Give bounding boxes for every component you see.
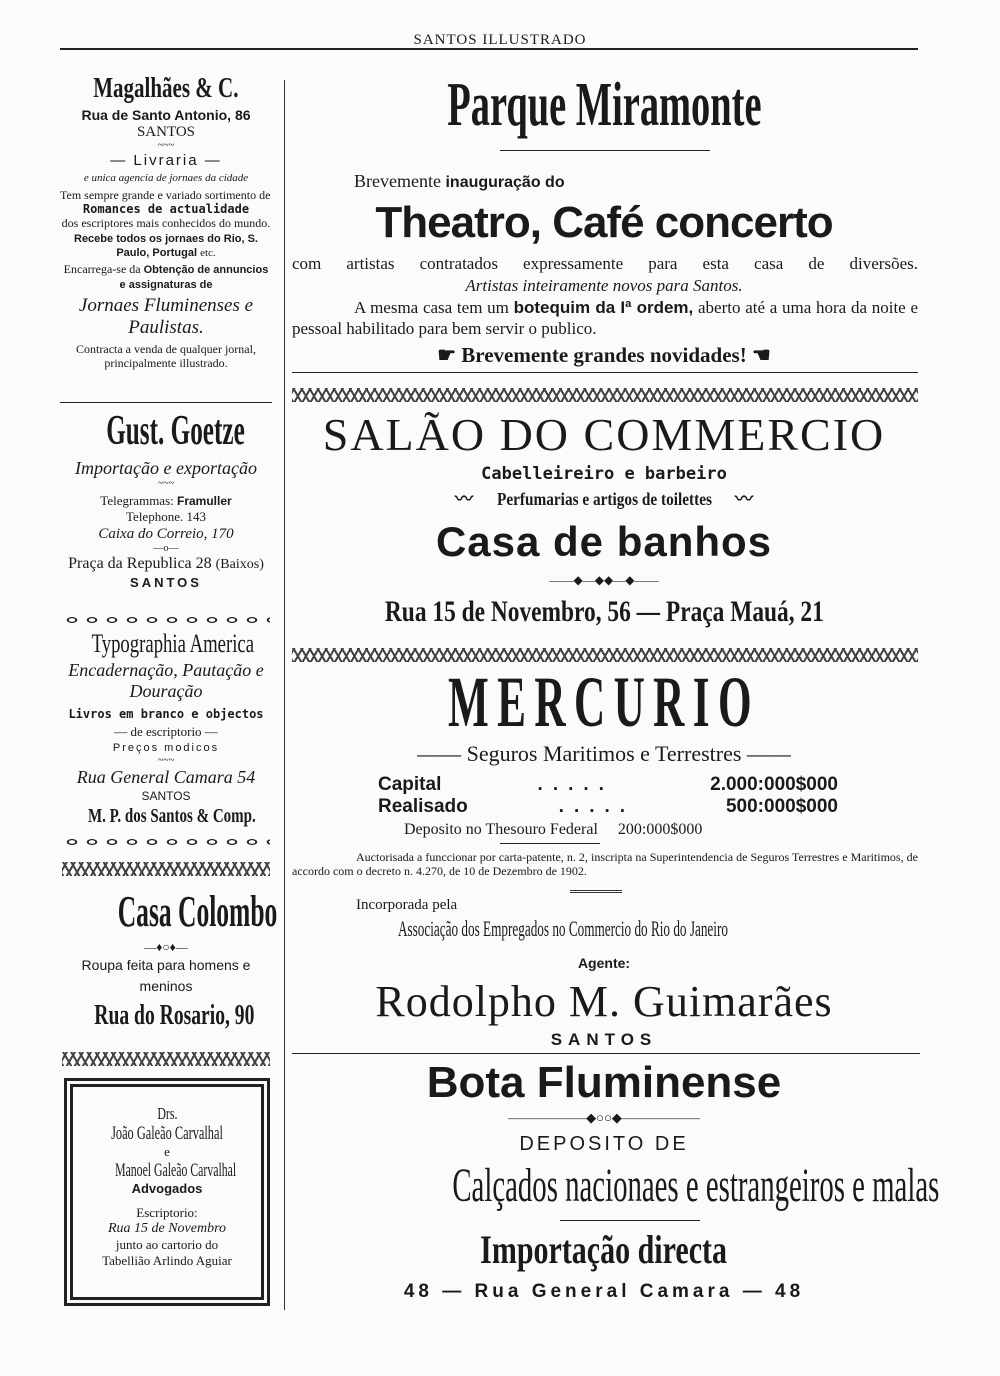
goetze-city: SANTOS: [130, 575, 202, 590]
agent-city: SANTOS: [550, 1030, 658, 1049]
capital-row: Capital ..... 2.000:000$000: [378, 774, 838, 795]
mercurio-sub: Seguros Maritimos e Terrestres: [466, 741, 742, 766]
magalhaes-text: Contracta a venda de qualquer jornal, principalmente illustrado.: [76, 342, 256, 370]
rule: [292, 1053, 920, 1054]
lawyers-addr: Rua 15 de Novembro: [107, 1221, 227, 1236]
ad-casa-colombo: [60, 885, 278, 1035]
rule: [500, 843, 600, 844]
magalhaes-name: Magalhães & C.: [93, 73, 239, 104]
mercurio-deposito: [404, 820, 702, 839]
ad-typographia: [60, 628, 272, 829]
parque-line4: [292, 297, 918, 339]
ad-lawyers: [78, 1104, 256, 1269]
magalhaes-romances: Romances de actualidade: [82, 202, 250, 216]
parque-text: botequim da Iª ordem,: [513, 298, 694, 317]
mercurio-auth: Auctorisada a funccionar por carta-patente, n. 2, inscripta na Superintendencia de Seguros Terrestres e Maritimos, de accordo com o decreto n. 4.270, de 10 de Dezembro de 1902.: [292, 850, 918, 878]
typo-text: Preços modicos: [112, 742, 220, 754]
ornament-divider: —♦○♦—: [144, 940, 188, 954]
pointing-hand-right-icon: ☛: [437, 343, 457, 367]
salao-name: SALÃO DO COMMERCIO: [322, 409, 886, 460]
ornament-divider: ——————◆○○◆——————: [508, 1110, 700, 1125]
row-label: Realisado: [378, 796, 468, 817]
zigzag-ornament: [62, 1052, 270, 1066]
magalhaes-text: Encarrega-se da: [63, 262, 141, 276]
bota-addr: 48 — Rua General Camara — 48: [403, 1281, 805, 1302]
wave-ornament: ~~~: [157, 478, 175, 489]
zigzag-ornament: [292, 648, 918, 662]
page-header: SANTOS ILLUSTRADO: [413, 32, 587, 48]
wave-ornament: ~~~: [157, 755, 175, 766]
parque-text: inauguração do: [445, 174, 565, 191]
column-divider: [284, 80, 285, 1310]
salao-addr: Rua 15 de Novembro, 56 — Praça Mauá, 21: [384, 595, 824, 628]
rule: [570, 890, 622, 893]
parque-text: A mesma casa tem um: [354, 298, 509, 317]
magalhaes-text: etc.: [200, 247, 216, 259]
goetze-sub: Importação e exportação: [75, 458, 257, 478]
bota-name: Bota Fluminense: [426, 1058, 782, 1107]
agent-label: Agente:: [577, 955, 631, 971]
rule: [292, 372, 918, 373]
lawyers-title: Drs.: [156, 1104, 178, 1123]
magalhaes-tagline: e unica agencia de jornaes da cidade: [83, 172, 249, 184]
row-value: 500:000$000: [725, 796, 838, 817]
goetze-box: Caixa do Correio, 170: [98, 526, 234, 542]
parque-novidades: [290, 342, 918, 368]
lawyers-role: Advogados: [131, 1181, 203, 1196]
parque-name: Parque Miramonte: [446, 71, 762, 139]
typo-city: SANTOS: [141, 789, 191, 803]
row-value: 2.000:000$000: [710, 774, 838, 795]
row-label: Capital: [378, 774, 442, 795]
magalhaes-address: Rua de Santo Antonio, 86: [81, 107, 251, 123]
colombo-name: Casa Colombo: [117, 887, 278, 936]
goetze-addr2: (Baixos): [215, 557, 264, 572]
zigzag-ornament: [62, 862, 270, 876]
magalhaes-city: SANTOS: [136, 124, 196, 140]
bota-calcados: Calçados nacionaes e estrangeiros e malas: [452, 1159, 940, 1212]
typo-text: — de escriptorio —: [114, 724, 218, 739]
bota-deposito: DEPOSITO DE: [519, 1133, 689, 1155]
typo-addr: Rua General Camara 54: [76, 767, 256, 787]
typo-sub: Encadernação, Pautação e Douração: [68, 660, 264, 701]
dep-label: Deposito no Thesouro Federal: [404, 821, 598, 838]
lawyers-office: Escriptorio:: [136, 1205, 198, 1220]
magalhaes-text: Obtenção de annuncios e assignaturas de: [119, 264, 269, 291]
magalhaes-jornaes: Jornaes Fluminenses e Paulistas.: [78, 295, 254, 338]
header-rule: [60, 48, 918, 50]
mercurio-sub-wrap: —— Seguros Maritimos e Terrestres ——: [417, 741, 791, 766]
ornament-divider: ——◆—◆◆—◆——: [549, 573, 659, 587]
magalhaes-text: Tem sempre grande e variado sortimento de: [60, 188, 271, 202]
mercurio-capital-table: [378, 774, 838, 818]
rule: [60, 402, 272, 403]
agent-name: Rodolpho M. Guimarães: [375, 977, 833, 1026]
chain-ornament: [62, 614, 270, 626]
chain-ornament: [62, 836, 270, 848]
ad-parque-miramonte: [290, 70, 918, 140]
lawyers-text: Tabellião Arlindo Aguiar: [102, 1253, 232, 1268]
dep-value: 200:000$000: [617, 821, 703, 838]
goetze-tel-label: Telegrammas:: [100, 493, 174, 508]
parque-theatro: Theatro, Café concerto: [375, 198, 833, 247]
mercurio-name: MERCURIO: [448, 662, 760, 742]
bota-importacao: Importação directa: [480, 1227, 728, 1272]
separator: —o—: [153, 543, 179, 554]
magalhaes-text: dos escriptores mais conhecidos do mundo.: [61, 216, 271, 230]
realisado-row: Realisado ..... 500:000$000: [378, 796, 838, 817]
parque-text: Brevemente: [354, 171, 441, 191]
magalhaes-text: Recebe todos os jornaes do Rio, S. Paulo, Portugal: [74, 233, 258, 259]
lawyers-and: e: [164, 1144, 170, 1159]
salao-text: Perfumarias e artigos de toilettes: [496, 489, 712, 509]
mercurio-inc: Incorporada pela: [356, 897, 458, 913]
salao-line2: 〰 Perfumarias e artigos de toilettes 〰: [455, 489, 753, 509]
parque-text: Brevemente grandes novidades!: [461, 343, 747, 367]
typo-owner: M. P. dos Santos & Comp.: [87, 805, 256, 827]
zigzag-ornament: [292, 388, 918, 402]
ad-magalhaes: [60, 72, 272, 370]
goetze-name: Gust. Goetze: [106, 408, 245, 454]
ad-goetze: [60, 405, 272, 591]
colombo-addr: Rua do Rosario, 90: [94, 1000, 255, 1031]
goetze-phone: Telephone. 143: [126, 509, 206, 524]
wave-ornament: ~~~: [157, 140, 175, 151]
typo-name: Typographia America: [91, 629, 255, 658]
pointing-hand-left-icon: ☚: [751, 343, 771, 367]
mercurio-assoc: Associação dos Empregados no Commercio do Rio do Janeiro: [398, 916, 728, 941]
lawyer-name: João Galeão Carvalhal: [111, 1123, 223, 1144]
rule: [500, 150, 710, 151]
salao-text: Cabelleireiro e barbeiro: [481, 464, 727, 484]
typo-text: Livros em branco e objectos: [68, 707, 264, 721]
magalhaes-section: — Livraria —: [110, 152, 222, 169]
goetze-addr: Praça da Republica 28: [68, 555, 212, 572]
goetze-tel: Framuller: [177, 494, 232, 508]
parque-line1: [354, 170, 565, 194]
rule: [560, 1220, 700, 1221]
lawyer-name: Manoel Galeão Carvalhal: [115, 1160, 237, 1181]
parque-text: com artistas contratados expressamente para esta casa de diversões.: [292, 254, 918, 273]
salao-casa-banhos: Casa de banhos: [435, 518, 773, 565]
parque-text: Artistas inteiramente novos para Santos.: [465, 276, 743, 295]
lawyers-text: junto ao cartorio do: [115, 1237, 219, 1252]
colombo-sub: Roupa feita para homens e meninos: [81, 957, 251, 994]
parque-text: aberto até a uma hora da noite e pessoal habilitado para bem servir o publico.: [292, 298, 918, 338]
